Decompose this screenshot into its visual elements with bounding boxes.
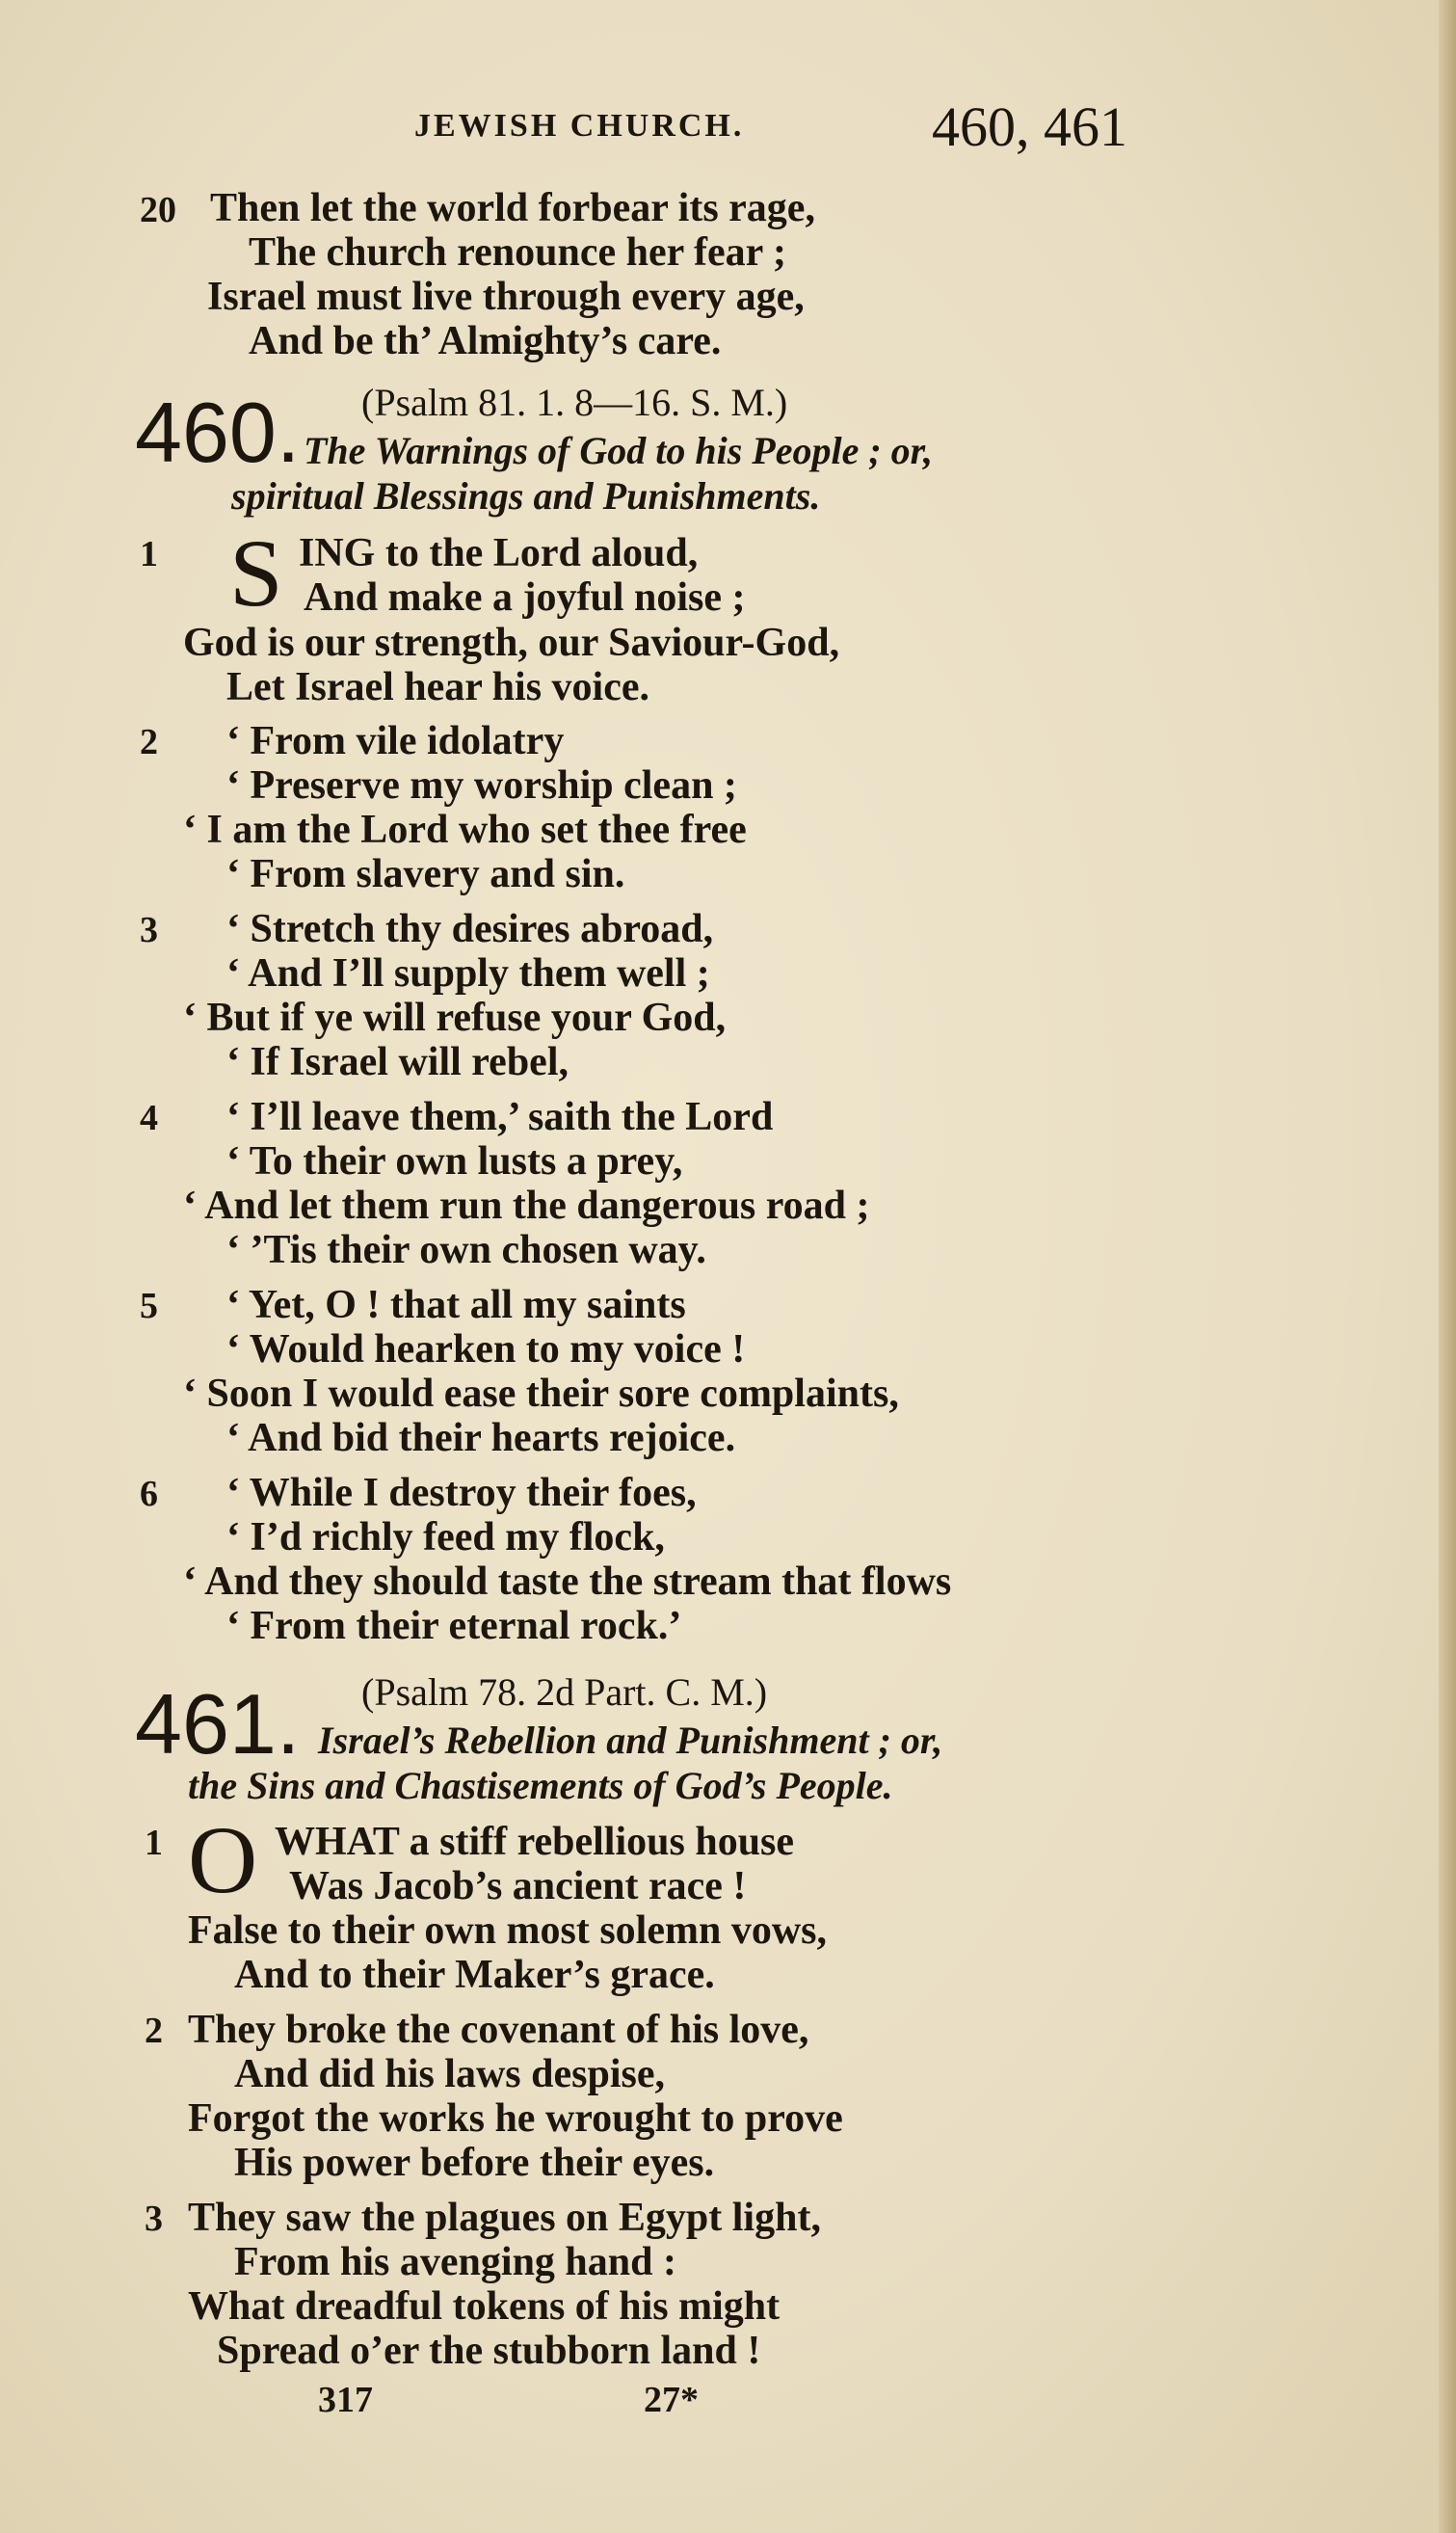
verse-line: They saw the plagues on Egypt light, (188, 2196, 821, 2240)
verse-number: 6 (140, 1474, 158, 1514)
verse-line: And make a joyful noise ; (304, 575, 746, 620)
verse-line: God is our strength, our Saviour-God, (183, 621, 840, 665)
verse-line: ‘ To their own lusts a prey, (226, 1139, 683, 1184)
page-edge (1439, 0, 1456, 2533)
hymn-number: 461. (135, 1676, 301, 1772)
verse-line: ‘ Preserve my worship clean ; (226, 763, 737, 808)
hymn-title: spiritual Blessings and Punishments. (231, 474, 821, 518)
verse-line: ING to the Lord aloud, (299, 531, 699, 575)
hymn-number: 460. (135, 385, 301, 480)
hymn-title: The Warnings of God to his People ; or, (304, 429, 934, 472)
verse-number: 20 (140, 190, 176, 230)
verse-line: Forgot the works he wrought to prove (188, 2096, 843, 2141)
verse-line: Spread o’er the stubborn land ! (217, 2329, 761, 2373)
verse-line: ‘ If Israel will rebel, (226, 1040, 569, 1084)
verse-line: ‘ And I’ll supply them well ; (226, 951, 710, 996)
page-numbers: 460, 461 (932, 95, 1127, 158)
verse-line: And to their Maker’s grace. (234, 1953, 715, 1997)
verse-line: Then let the world forbear its rage, (210, 186, 815, 230)
verse-number: 1 (140, 534, 158, 574)
verse-number: 3 (140, 910, 158, 950)
verse-number: 4 (140, 1098, 158, 1138)
verse-line: ‘ ’Tis their own chosen way. (226, 1228, 706, 1272)
verse-line: ‘ From their eternal rock.’ (226, 1604, 682, 1648)
printer-signature: 27* (644, 2380, 699, 2420)
drop-cap: S (229, 520, 283, 627)
verse-line: ‘ And bid their hearts rejoice. (226, 1416, 736, 1460)
verse-line: And did his laws despise, (234, 2052, 666, 2096)
verse-number: 1 (145, 1823, 163, 1863)
verse-line: ‘ I’d richly feed my flock, (226, 1515, 665, 1560)
verse-line: ‘ I’ll leave them,’ saith the Lord (226, 1095, 774, 1139)
verse-line: ‘ From slavery and sin. (226, 852, 625, 896)
verse-line: ‘ And let them run the dangerous road ; (183, 1184, 870, 1228)
verse-line: What dreadful tokens of his might (188, 2284, 781, 2329)
verse-line: ‘ From vile idolatry (226, 719, 565, 763)
page-header (414, 96, 1127, 164)
hymn-source: (Psalm 81. 1. 8—16. S. M.) (361, 381, 788, 424)
verse-line: They broke the covenant of his love, (188, 2008, 809, 2052)
page-number-footer: 317 (318, 2380, 373, 2420)
verse-number: 5 (140, 1286, 158, 1326)
verse-line: ‘ Soon I would ease their sore complaints, (183, 1372, 899, 1416)
verse-line: Let Israel hear his voice. (226, 665, 649, 709)
verse-line: ‘ I am the Lord who set thee free (183, 808, 747, 852)
verse-line: Israel must live through every age, (207, 275, 805, 319)
running-head: JEWISH CHURCH. (414, 108, 745, 144)
verse-line: ‘ And they should taste the stream that flows (183, 1560, 952, 1604)
verse-number: 2 (145, 2011, 163, 2051)
verse-line: ‘ Stretch thy desires abroad, (226, 907, 714, 951)
verse-line: From his avenging hand : (234, 2240, 676, 2284)
verse-line: ‘ While I destroy their foes, (226, 1471, 697, 1515)
verse-line: Was Jacob’s ancient race ! (289, 1864, 747, 1908)
verse-line: The church renounce her fear ; (249, 230, 787, 275)
drop-cap: O (188, 1806, 258, 1913)
verse-line: And be th’ Almighty’s care. (249, 319, 722, 363)
verse-line: His power before their eyes. (234, 2141, 715, 2185)
hymn-title: Israel’s Rebellion and Punishment ; or, (318, 1719, 943, 1762)
verse-line: ‘ Yet, O ! that all my saints (226, 1283, 686, 1327)
verse-line: ‘ Would hearken to my voice ! (226, 1327, 746, 1372)
verse-line: WHAT a stiff rebellious house (275, 1820, 795, 1864)
verse-line: False to their own most solemn vows, (188, 1908, 828, 1953)
verse-number: 3 (145, 2199, 163, 2239)
verse-number: 2 (140, 722, 158, 762)
hymn-title: the Sins and Chastisements of God’s People. (188, 1764, 893, 1807)
verse-line: ‘ But if ye will refuse your God, (183, 996, 727, 1040)
hymn-source: (Psalm 78. 2d Part. C. M.) (361, 1670, 768, 1714)
